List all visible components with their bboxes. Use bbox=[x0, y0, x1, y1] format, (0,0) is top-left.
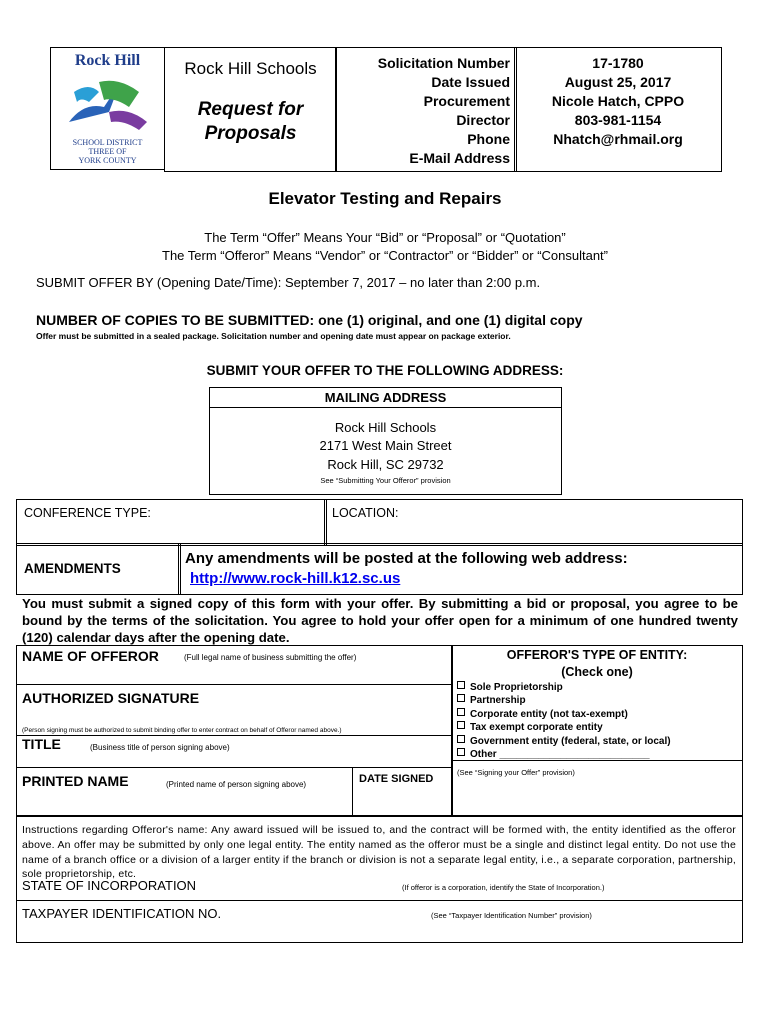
doc-type-line1: Request for bbox=[197, 99, 304, 120]
header-org-box bbox=[164, 47, 337, 172]
logo-hands-image bbox=[59, 72, 156, 134]
mailing-note: See “Submitting Your Offeror” provision bbox=[320, 476, 451, 485]
doc-type-line2: Proposals bbox=[204, 123, 297, 144]
label-date-issued: Date Issued bbox=[431, 74, 510, 90]
entity-check-one: (Check one) bbox=[561, 665, 633, 679]
title-field[interactable] bbox=[17, 753, 451, 766]
mailing-line3: Rock Hill, SC 29732 bbox=[327, 457, 444, 472]
checkbox-icon[interactable] bbox=[457, 681, 465, 689]
date-signed-label: DATE SIGNED bbox=[359, 773, 434, 785]
state-label: STATE OF INCORPORATION bbox=[22, 878, 197, 893]
logo-sub2: THREE OF bbox=[88, 147, 127, 156]
mailing-line1: Rock Hill Schools bbox=[334, 420, 437, 435]
entity-divider bbox=[451, 760, 742, 761]
taxpayer-field[interactable] bbox=[17, 902, 741, 940]
state-field[interactable] bbox=[17, 876, 741, 900]
date-signed-divider bbox=[352, 768, 353, 815]
submit-by: SUBMIT OFFER BY (Opening Date/Time): September 7, 2017 – no later than 2:00 p.m. bbox=[36, 275, 541, 290]
logo-sub1: SCHOOL DISTRICT bbox=[72, 138, 143, 147]
authorized-signature-label: AUTHORIZED SIGNATURE bbox=[22, 690, 200, 706]
entity-note: (See “Signing your Offer” provision) bbox=[457, 768, 575, 777]
checkbox-icon[interactable] bbox=[457, 694, 465, 702]
label-director: Director bbox=[456, 112, 510, 128]
divider-2 bbox=[16, 735, 452, 736]
date-signed-field[interactable] bbox=[354, 788, 450, 814]
name-of-offeror-field[interactable] bbox=[17, 668, 451, 683]
logo-name: Rock Hill bbox=[74, 52, 141, 69]
checkbox-icon[interactable] bbox=[457, 721, 465, 729]
divider-4 bbox=[16, 900, 742, 901]
label-solicitation-number: Solicitation Number bbox=[377, 55, 510, 71]
logo-box bbox=[50, 47, 165, 170]
entity-option-corporate[interactable]: Corporate entity (not tax-exempt) bbox=[457, 708, 671, 721]
copies-heading: NUMBER OF COPIES TO BE SUBMITTED: one (1) original, and one (1) digital copy bbox=[36, 312, 583, 328]
header-labels bbox=[378, 54, 510, 168]
term-offeror: The Term “Offeror” Means “Vendor” or “Contractor” or “Bidder” or “Consultant” bbox=[162, 248, 608, 263]
value-director: Nicole Hatch, CPPO bbox=[551, 93, 685, 109]
checkbox-icon[interactable] bbox=[457, 708, 465, 716]
submit-address-heading: SUBMIT YOUR OFFER TO THE FOLLOWING ADDRESS: bbox=[206, 363, 564, 378]
sealed-note: Offer must be submitted in a sealed package. Solicitation number and opening date must appear on package exterior. bbox=[36, 331, 511, 341]
divider-3 bbox=[16, 767, 452, 768]
mailing-heading: MAILING ADDRESS bbox=[210, 388, 561, 408]
header-values bbox=[515, 54, 721, 149]
printed-name-hint: (Printed name of person signing above) bbox=[166, 780, 307, 789]
org-name: Rock Hill Schools bbox=[184, 59, 317, 78]
printed-name-field[interactable] bbox=[17, 792, 352, 814]
page-title: Elevator Testing and Repairs bbox=[268, 189, 502, 208]
location-box[interactable] bbox=[324, 499, 743, 546]
entity-heading: OFFEROR'S TYPE OF ENTITY: bbox=[506, 648, 688, 662]
name-of-offeror-label: NAME OF OFFEROR bbox=[22, 648, 159, 664]
label-procurement: Procurement bbox=[423, 93, 510, 109]
mailing-line2: 2171 West Main Street bbox=[319, 438, 452, 453]
term-offer: The Term “Offer” Means Your “Bid” or “Proposal” or “Quotation” bbox=[204, 230, 566, 245]
mailing-address-box bbox=[209, 387, 562, 495]
entity-option-tax-exempt[interactable]: Tax exempt corporate entity bbox=[457, 721, 671, 734]
instructions-text: Instructions regarding Offeror's name: Any award issued will be issued to, and the contract will be formed with, the entity identified as the offeror above. An offer may be submitted by only one legal entity. The entity named as the offeror must be a single and distinct legal entity. Do not use the name of a branch office or a division of a larger entity if the branch or division is not a separate legal entity, i.e., a separate corporation, partnership, sole proprietorship, etc. bbox=[22, 824, 736, 881]
title-label: TITLE bbox=[22, 736, 61, 752]
must-submit-text: You must submit a signed copy of this form with your offer. By submitting a bid or proposal, you agree to be bound by the terms of the solicitation. You agree to hold your offer open for a minimum of one hundred twenty (120) calendar days after the opening date. bbox=[22, 596, 738, 645]
label-email: E-Mail Address bbox=[409, 150, 510, 166]
value-solicitation-number: 17-1780 bbox=[592, 55, 644, 71]
name-of-offeror-hint: (Full legal name of business submitting the offer) bbox=[184, 653, 357, 662]
logo-sub3: YORK COUNTY bbox=[78, 156, 137, 165]
entity-options bbox=[457, 681, 671, 761]
value-email: Nhatch@rhmail.org bbox=[553, 131, 683, 147]
value-phone: 803-981-1154 bbox=[574, 112, 662, 128]
label-phone: Phone bbox=[467, 131, 510, 147]
checkbox-icon[interactable] bbox=[457, 748, 465, 756]
title-hint: (Business title of person signing above) bbox=[90, 743, 230, 752]
conference-type-label: CONFERENCE TYPE: bbox=[24, 506, 151, 520]
entity-option-partnership[interactable]: Partnership bbox=[457, 694, 671, 707]
taxpayer-label: TAXPAYER IDENTIFICATION NO. bbox=[22, 906, 222, 921]
location-label: LOCATION: bbox=[332, 506, 399, 520]
taxpayer-hint: (See “Taxpayer Identification Number” provision) bbox=[431, 911, 592, 920]
header-values-box bbox=[514, 47, 722, 172]
conference-box[interactable] bbox=[16, 499, 327, 546]
amendments-text: Any amendments will be posted at the following web address: bbox=[185, 550, 628, 567]
authorized-signature-field[interactable] bbox=[17, 707, 451, 725]
value-date-issued: August 25, 2017 bbox=[564, 74, 672, 90]
printed-name-label: PRINTED NAME bbox=[22, 773, 129, 789]
amendments-url-link[interactable]: http://www.rock-hill.k12.sc.us bbox=[190, 570, 401, 587]
amendments-label-box bbox=[16, 543, 181, 595]
authorized-signature-hint: (Person signing must be authorized to submit binding offer to enter contract on behalf of Offeror named above.) bbox=[22, 727, 342, 734]
entity-option-sole-proprietorship[interactable]: Sole Proprietorship bbox=[457, 681, 671, 694]
checkbox-icon[interactable] bbox=[457, 735, 465, 743]
header-labels-box bbox=[335, 47, 517, 172]
state-hint: (If offeror is a corporation, identify the State of Incorporation.) bbox=[402, 883, 605, 892]
entity-option-government[interactable]: Government entity (federal, state, or local) bbox=[457, 735, 671, 748]
amendments-text-box bbox=[178, 543, 743, 595]
divider-1 bbox=[16, 684, 452, 685]
entity-option-other[interactable]: Other ___________________________ bbox=[457, 748, 671, 761]
amendments-label: AMENDMENTS bbox=[24, 561, 121, 576]
